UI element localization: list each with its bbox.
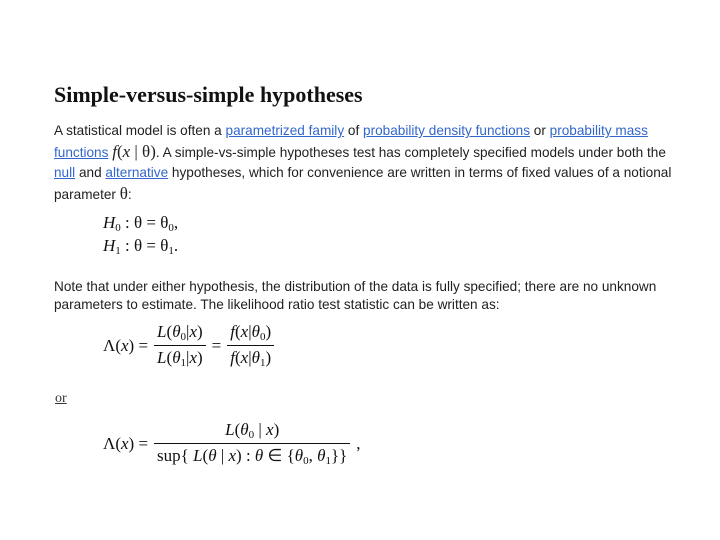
inline-formula-theta: θ [119,183,128,203]
link-probability-mass-functions[interactable]: probability mass functions [54,123,648,160]
link-alternative[interactable]: alternative [105,165,169,180]
likelihood-paragraph: Note that under either hypothesis, the distribution of the data is fully specified; there are no unknown parameters to estimate. The likelihood ratio test statistic can be written as: [54,279,657,312]
or-label: or [55,391,67,406]
link-probability-density-functions[interactable]: probability density functions [363,123,531,138]
inline-formula-f-x-theta: f(x | θ) [112,141,156,161]
likelihood-ratio-formula: Λ(x) = $\frac{L(\theta 0|x)}{L(\theta 1|x)}$ = $\frac{f(x|\theta 0)}{f(x|\theta 1)}$ [103,322,280,369]
fraction-sup: $\frac{L(\theta 0 | x)}{\text{sup\{ L(θ | x) : θ ∈ \{θ0, θ1\}\}}}$ [154,420,350,467]
sup-likelihood-ratio-formula: Λ(x) = $\frac{L(\theta 0 | x)}{\text{sup\{ L(θ | x) : θ ∈ \{θ0, θ1\}\}}}$ , [103,420,361,467]
hypotheses-block [103,213,178,259]
link-parametrized-family[interactable]: parametrized family [225,123,345,138]
link-null[interactable]: null [54,165,76,180]
fraction-likelihood: $\frac{L(\theta 0|x)}{L(\theta 1|x)}$ [154,322,206,369]
fraction-density: $\frac{f(x|\theta 0)}{f(x|\theta 1)}$ [227,322,274,369]
hypothesis-alternative: $H_1$ : $\theta = \theta_1$. [103,236,179,257]
hypothesis-null: $H_0$ : $\theta = \theta_0$, [103,213,179,234]
intro-paragraph: A statistical model is often a parametrized family of probability density functions or probability mass functions f(x | θ). A simple-vs-simple hypotheses test has completely specified models under both the null and alternative hypotheses, which for convenience are written in terms of fixed values of a notional parameter θ: [54,123,672,203]
page-title: Simple-versus-simple hypotheses [54,82,363,107]
